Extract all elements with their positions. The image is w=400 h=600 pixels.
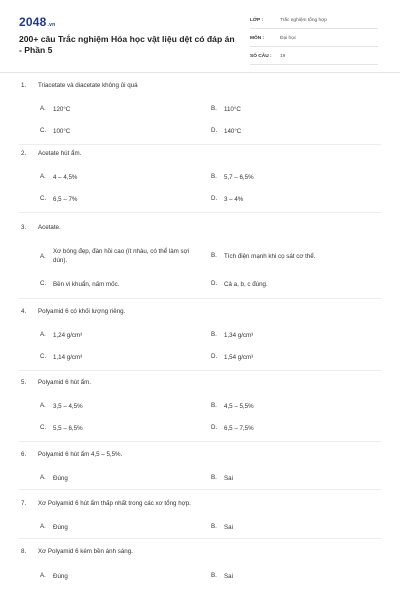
option-letter: B.	[211, 474, 217, 481]
option-text: 140°C	[224, 128, 242, 135]
meta-key: SỐ CÂU :	[250, 54, 272, 59]
question-number: 7.	[21, 500, 27, 507]
option-text: 3,5 – 4,5%	[53, 403, 83, 410]
question-text: Polyamid 6 hút ẩm.	[38, 379, 91, 386]
option-b[interactable]	[211, 474, 233, 483]
option-letter: D.	[211, 195, 218, 202]
option-text: Sai	[224, 524, 233, 531]
option-letter: A.	[40, 523, 46, 530]
option-text: Sai	[224, 573, 233, 580]
option-letter: A.	[40, 173, 46, 180]
page-header	[0, 0, 400, 72]
header-divider	[0, 72, 400, 73]
question-number: 3.	[21, 224, 27, 231]
option-text: 110°C	[224, 106, 241, 113]
question-number: 2.	[21, 150, 27, 157]
meta-box	[250, 13, 378, 67]
meta-value: Trắc nghiệm tổng hợp	[280, 18, 327, 23]
divider	[19, 212, 381, 213]
option-text: 4 – 4,5%	[53, 174, 78, 181]
option-b[interactable]	[211, 105, 241, 114]
option-b[interactable]	[211, 572, 233, 581]
option-letter: D.	[211, 127, 218, 134]
meta-row-count	[250, 49, 378, 65]
question-number: 6.	[21, 451, 27, 458]
question-text: Polyamid 6 có khối lượng riêng.	[38, 308, 126, 315]
divider	[19, 441, 381, 442]
question-text: Xơ Polyamid 6 kém bền ánh sáng.	[38, 548, 133, 555]
question-text: Acetate hút ẩm.	[38, 150, 82, 157]
divider	[19, 144, 381, 145]
option-letter: B.	[211, 523, 217, 530]
option-c[interactable]	[40, 280, 119, 289]
option-letter: A.	[40, 572, 46, 579]
question-text: Xơ Polyamid 6 hút ẩm thấp nhất trong các xơ tổng hợp.	[38, 500, 191, 507]
divider	[19, 538, 381, 539]
option-c[interactable]	[40, 353, 82, 362]
question-stem	[21, 82, 138, 89]
question-text: Acetate.	[38, 224, 61, 231]
option-text: 6,5 – 7%	[53, 196, 78, 203]
option-letter: A.	[40, 474, 46, 481]
option-letter: A.	[40, 252, 46, 260]
option-d[interactable]	[211, 424, 254, 433]
page-title: 200+ câu Trắc nghiệm Hóa học vật liệu dệt có đáp án - Phần 5	[19, 34, 235, 55]
divider	[19, 489, 381, 490]
meta-value: 19	[280, 54, 286, 59]
option-letter: C.	[40, 127, 47, 134]
meta-value: Đại học	[280, 36, 297, 41]
option-letter: B.	[211, 173, 217, 180]
option-letter: C.	[40, 353, 47, 360]
option-d[interactable]	[211, 195, 243, 204]
option-letter: D.	[211, 424, 218, 431]
option-text: 5,7 – 6,5%	[224, 174, 254, 181]
option-text: 6,5 – 7,5%	[224, 425, 254, 432]
option-a[interactable]	[40, 331, 82, 340]
divider	[19, 370, 381, 371]
option-text: Sai	[224, 475, 233, 482]
option-letter: D.	[211, 280, 218, 287]
option-c[interactable]	[40, 127, 70, 136]
question-number: 8.	[21, 548, 27, 555]
question-number: 4.	[21, 308, 27, 315]
question-stem	[21, 379, 91, 386]
option-text: 100°C	[53, 128, 71, 135]
option-text: Bền vi khuẩn, nấm mốc.	[53, 281, 120, 288]
option-b[interactable]	[211, 173, 254, 182]
option-a[interactable]	[40, 572, 68, 581]
option-a[interactable]	[40, 246, 193, 266]
option-letter: C.	[40, 280, 47, 287]
option-text: Tích điện mạnh khi cọ sát cơ thể.	[224, 253, 316, 260]
option-letter: A.	[40, 105, 46, 112]
option-text: 1,24 g/cm³	[53, 332, 83, 339]
option-letter: D.	[211, 353, 218, 360]
option-c[interactable]	[40, 424, 83, 433]
option-letter: A.	[40, 331, 46, 338]
option-d[interactable]	[211, 280, 268, 289]
option-a[interactable]	[40, 173, 77, 182]
option-text: 120°C	[53, 106, 71, 113]
option-c[interactable]	[40, 195, 77, 204]
option-letter: C.	[40, 195, 47, 202]
option-b[interactable]	[211, 402, 254, 411]
question-text: Polyamid 6 hút ẩm 4,5 – 5,5%.	[38, 451, 123, 458]
option-text: Đúng	[53, 524, 68, 531]
option-text: Đúng	[53, 573, 68, 580]
option-letter: B.	[211, 331, 217, 338]
option-b[interactable]	[211, 523, 233, 532]
option-text: 5,5 – 6,5%	[53, 425, 83, 432]
option-text: Đúng	[53, 475, 68, 482]
question-number: 5.	[21, 379, 27, 386]
option-b[interactable]	[211, 331, 253, 340]
question-stem	[21, 548, 133, 555]
question-number: 1.	[21, 82, 27, 89]
meta-row-class	[250, 13, 378, 29]
meta-key: MÔN :	[250, 36, 265, 41]
option-text: 4,5 – 5,5%	[224, 403, 254, 410]
question-stem	[21, 500, 191, 507]
question-stem	[21, 150, 81, 157]
question-stem	[21, 308, 125, 315]
option-text: 3 – 4%	[224, 196, 244, 203]
option-text: Xơ bóng đẹp, đàn hồi cao (ít nhàu, có thể làm sợi dún).	[53, 248, 190, 264]
option-letter: B.	[211, 402, 217, 409]
site-logo[interactable]	[19, 15, 55, 29]
option-letter: B.	[211, 105, 217, 112]
meta-key: LỚP :	[250, 18, 264, 23]
meta-row-subject	[250, 31, 378, 47]
question-stem	[21, 224, 61, 231]
option-text: Cả a, b, c đúng.	[224, 281, 268, 288]
option-text: 1,54 g/cm³	[224, 354, 254, 361]
option-b[interactable]	[211, 252, 315, 261]
option-a[interactable]	[40, 105, 70, 114]
option-text: 1,14 g/cm³	[53, 354, 83, 361]
option-d[interactable]	[211, 353, 253, 362]
option-a[interactable]	[40, 523, 68, 532]
option-text: 1,34 g/cm³	[224, 332, 254, 339]
option-d[interactable]	[211, 127, 241, 136]
logo-tld: .vn	[47, 22, 56, 28]
option-letter: C.	[40, 424, 47, 431]
option-a[interactable]	[40, 474, 68, 483]
question-stem	[21, 451, 122, 458]
logo-text: 2048	[19, 15, 47, 29]
divider	[19, 298, 381, 299]
option-letter: B.	[211, 572, 217, 579]
question-text: Triacetate và diacetate không ủi quá	[38, 82, 138, 89]
option-letter: A.	[40, 402, 46, 409]
option-letter: B.	[211, 252, 217, 259]
option-a[interactable]	[40, 402, 83, 411]
